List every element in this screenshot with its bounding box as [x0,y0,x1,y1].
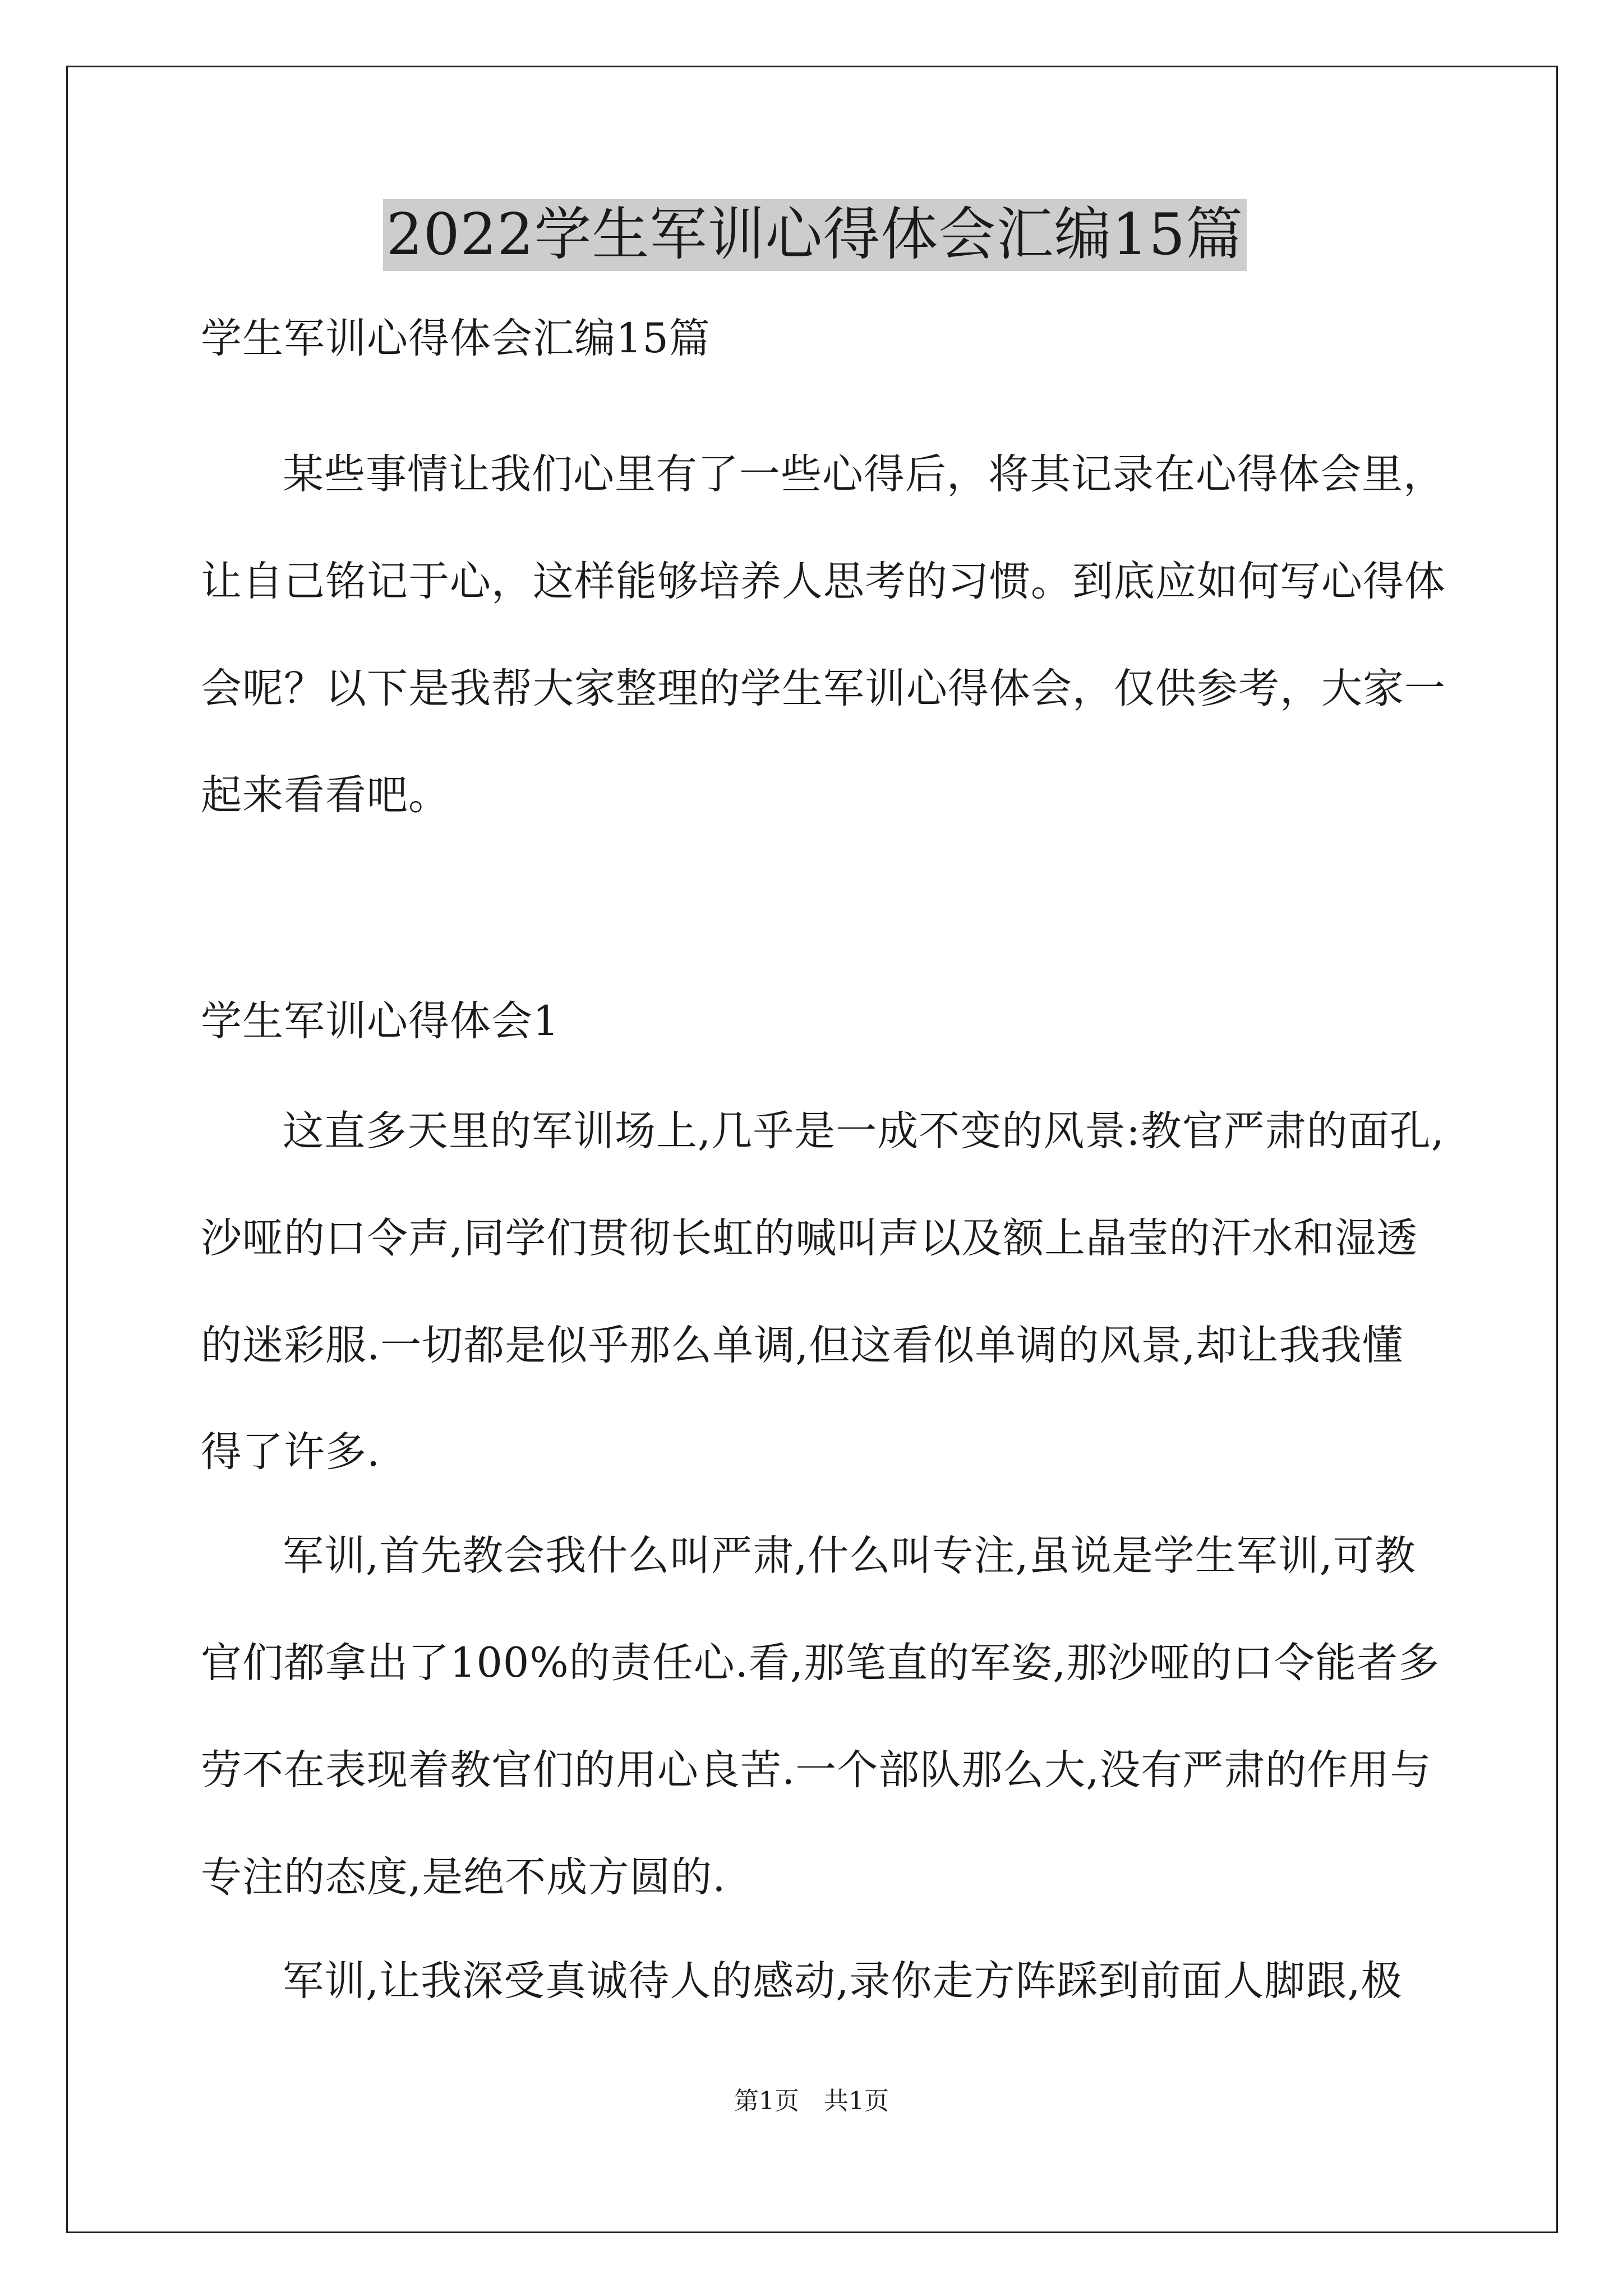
paragraph-line: 劳不在表现着教官们的用心良苦.一个部队那么大,没有严肃的作用与 [201,1746,1432,1794]
paragraph-line: 这直多天里的军训场上,几乎是一成不变的风景:教官严肃的面孔, [283,1107,1445,1155]
paragraph-line: 军训,让我深受真诚待人的感动,录你走方阵踩到前面人脚跟,极 [283,1957,1403,2005]
paragraph-line: 沙哑的口令声,同学们贯彻长虹的喊叫声以及额上晶莹的汗水和湿透 [201,1214,1418,1262]
document-title: 2022学生军训心得体会汇编15篇 [383,199,1247,271]
paragraph-line: 得了许多. [201,1428,381,1476]
intro-line: 会呢？以下是我帮大家整理的学生军训心得体会，仅供参考，大家一 [201,665,1446,712]
intro-line: 某些事情让我们心里有了一些心得后，将其记录在心得体会里， [283,450,1445,498]
paragraph-line: 专注的态度,是绝不成方圆的. [201,1853,726,1901]
paragraph-line: 军训,首先教会我什么叫严肃,什么叫专注,虽说是学生军训,可教 [283,1532,1416,1580]
page-footer: 第1页 共1页 [734,2087,889,2115]
intro-line: 让自己铭记于心，这样能够培养人思考的习惯。到底应如何写心得体 [201,558,1446,605]
section-heading: 学生军训心得体会1 [201,997,560,1045]
title-container [201,199,1429,271]
paragraph-line: 官们都拿出了100%的责任心.看,那笔直的军姿,那沙哑的口令能者多 [201,1639,1440,1687]
document-subtitle: 学生军训心得体会汇编15篇 [201,315,711,362]
intro-line: 起来看看吧。 [201,771,450,819]
paragraph-line: 的迷彩服.一切都是似乎那么单调,但这看似单调的风景,却让我我懂 [201,1322,1404,1369]
